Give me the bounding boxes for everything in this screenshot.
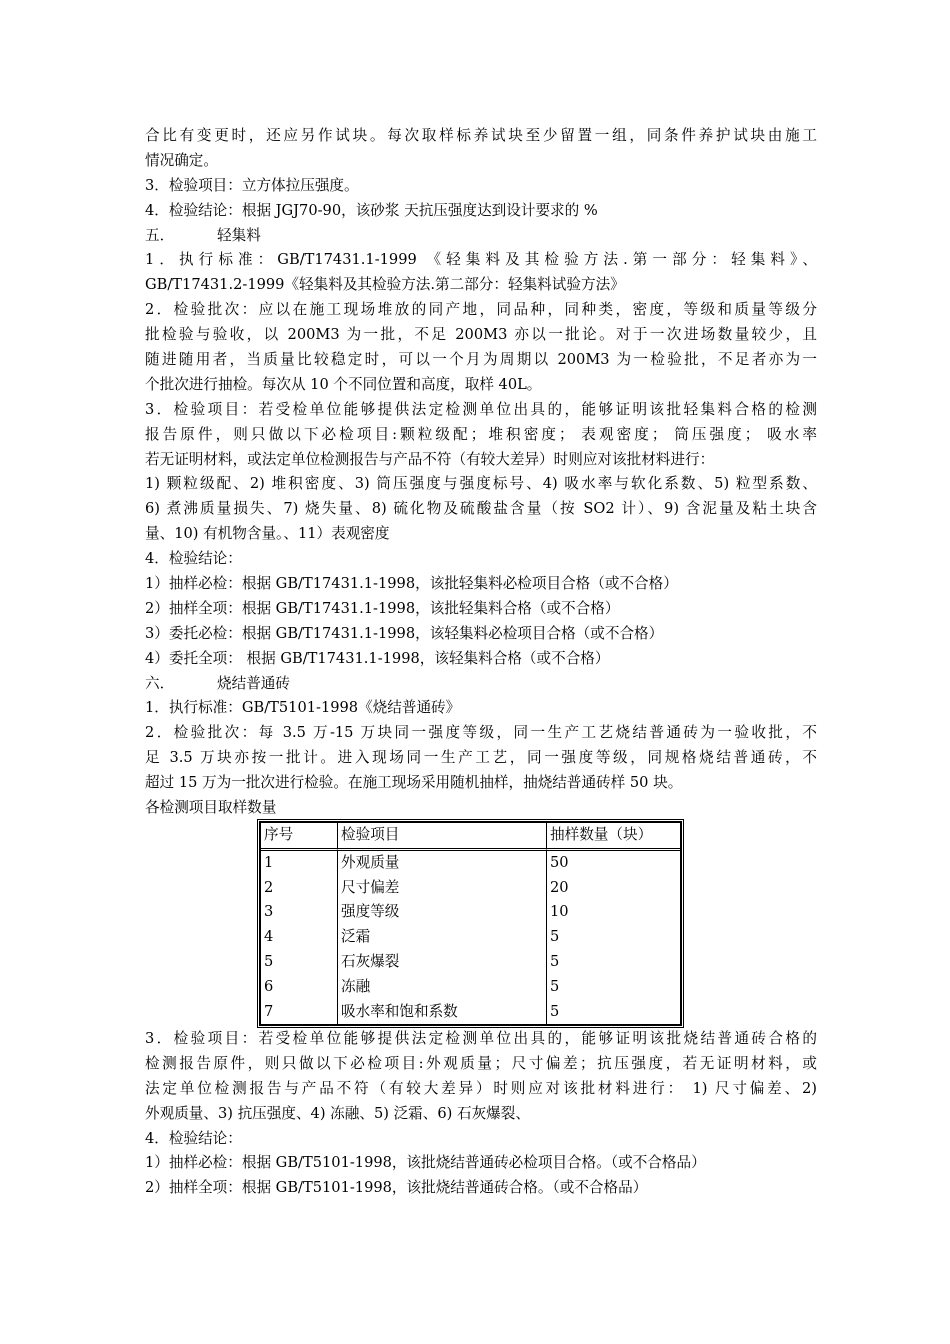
- text-line: 检测报告原件，则只做以下必检项目:外观质量；尺寸偏差；抗压强度，若无证明材料，或: [145, 1054, 817, 1072]
- text-line: 2．检验批次：每 3.5 万-15 万块同一强度等级，同一生产工艺烧结普通砖为一验收批，不: [145, 724, 817, 742]
- sampling-quantity-table: [259, 821, 682, 1026]
- table-cell: 强度等级: [338, 900, 547, 925]
- table-header-cell: 抽样数量（块）: [547, 823, 680, 851]
- table-cell: 5: [550, 1002, 560, 1020]
- text-line: 随进随用者，当质量比较稳定时，可以一个月为周期以 200M3 为一检验批，不足者亦为一: [145, 351, 817, 369]
- table-cell: 20: [550, 878, 569, 896]
- table-cell: 5: [550, 952, 560, 970]
- section-title: 烧结普通砖: [217, 674, 290, 692]
- text-line: 4．检验结论：: [145, 550, 242, 568]
- section-number: 五．: [145, 226, 175, 244]
- table-cell: 外观质量: [338, 851, 547, 876]
- text-line: 1．执行标准：GB/T17431.1-1999 《轻集料及其检验方法.第一部分：轻集料》、: [145, 251, 817, 269]
- table-row: [261, 851, 680, 876]
- table-cell: 1: [261, 851, 338, 876]
- text-line: 1) 颗粒级配、2) 堆积密度、3) 筒压强度与强度标号、4) 吸水率与软化系数、5) 粒型系数、: [145, 475, 817, 493]
- table-cell: 7: [261, 1000, 338, 1025]
- section-title: 轻集料: [217, 226, 261, 244]
- table-cell: 吸水率和饱和系数: [338, 1000, 547, 1025]
- table-header-cell: 检验项目: [338, 823, 547, 851]
- body-text-upper: [145, 124, 817, 821]
- text-line: 1）抽样必检：根据 GB/T5101-1998，该批烧结普通砖必检项目合格。（或不合格品）: [145, 1154, 706, 1172]
- text-line: 4．检验结论：根据 JGJ70-90，该砂浆 天抗压强度达到设计要求的 %: [145, 201, 598, 219]
- table-row: [261, 876, 680, 901]
- text-line: 法定单位检测报告与产品不符（有较大差异）时则应对该批材料进行： 1) 尺寸偏差、2): [145, 1079, 817, 1097]
- text-line: 3．检验项目：立方体拉压强度。: [145, 176, 359, 194]
- text-line: 批检验与验收，以 200M3 为一批，不足 200M3 亦以一批论。对于一次进场数量较少，且: [145, 326, 817, 344]
- text-line: 报告原件，则只做以下必检项目:颗粒级配；堆积密度； 表观密度； 筒压强度； 吸水率: [145, 425, 817, 443]
- text-line: 若无证明材料，或法定单位检测报告与产品不符（有较大差异）时则应对该批材料进行：: [145, 450, 715, 468]
- text-line: 1．执行标准：GB/T5101-1998《烧结普通砖》: [145, 699, 461, 717]
- table-cell: 10: [550, 903, 569, 921]
- text-line: 1）抽样必检：根据 GB/T17431.1-1998，该批轻集料必检项目合格（或不合格）: [145, 575, 678, 593]
- table-cell: 尺寸偏差: [338, 876, 547, 901]
- text-line: 个批次进行抽检。每次从 10 个不同位置和高度，取样 40L。: [145, 375, 542, 393]
- table-cell: 冻融: [338, 975, 547, 1000]
- text-line: 6) 煮沸质量损失、7) 烧失量、8) 硫化物及硫酸盐含量（按 SO2 计）、9) 含泥量及粘土块含: [145, 500, 817, 518]
- table-cell: 5: [550, 928, 560, 946]
- section-heading: [145, 224, 817, 249]
- text-line: 量、10) 有机物含量。、11）表观密度: [145, 525, 390, 543]
- table-cell: 50: [550, 853, 569, 871]
- text-line: 外观质量、3) 抗压强度、4) 冻融、5) 泛霜、6) 石灰爆裂、: [145, 1104, 530, 1122]
- body-text-lower: [145, 1027, 817, 1201]
- text-line: 2．检验批次：应以在施工现场堆放的同产地，同品种，同种类，密度，等级和质量等级分: [145, 301, 817, 319]
- text-line: 足 3.5 万块亦按一批计。进入现场同一生产工艺，同一强度等级，同规格烧结普通砖，不: [145, 749, 817, 767]
- table-row: [261, 950, 680, 975]
- section-number: 六．: [145, 674, 175, 692]
- table-row: [261, 900, 680, 925]
- table-cell: 3: [261, 900, 338, 925]
- text-line: 4．检验结论：: [145, 1129, 242, 1147]
- text-line: 合比有变更时，还应另作试块。每次取样标养试块至少留置一组，同条件养护试块由施工: [145, 127, 817, 144]
- text-line: 各检测项目取样数量: [145, 799, 277, 817]
- table-cell: 2: [261, 876, 338, 901]
- sampling-table-container: [259, 821, 682, 1026]
- table-cell: 5: [550, 977, 560, 995]
- table-cell: 5: [261, 950, 338, 975]
- table-cell: 6: [261, 975, 338, 1000]
- table-header-cell: 序号: [261, 823, 338, 851]
- text-line: 4）委托全项： 根据 GB/T17431.1-1998，该轻集料合格（或不合格）: [145, 649, 610, 667]
- text-line: 3）委托必检：根据 GB/T17431.1-1998，该轻集料必检项目合格（或不合格）: [145, 624, 664, 642]
- text-line: 2）抽样全项：根据 GB/T17431.1-1998，该批轻集料合格（或不合格）: [145, 599, 620, 617]
- section-heading: [145, 672, 817, 697]
- table-row: [261, 1000, 680, 1025]
- table-cell: 4: [261, 925, 338, 950]
- text-line: 3．检验项目：若受检单位能够提供法定检测单位出具的，能够证明该批烧结普通砖合格的: [145, 1030, 817, 1047]
- text-line: 3．检验项目：若受检单位能够提供法定检测单位出具的，能够证明该批轻集料合格的检测: [145, 400, 817, 418]
- table-header-row: [261, 823, 680, 851]
- table-row: [261, 975, 680, 1000]
- text-line: 情况确定。: [145, 151, 218, 169]
- text-line: 超过 15 万为一批次进行检验。在施工现场采用随机抽样，抽烧结普通砖样 50 块。: [145, 774, 683, 792]
- text-line: 2）抽样全项：根据 GB/T5101-1998，该批烧结普通砖合格。（或不合格品）: [145, 1179, 648, 1197]
- table-cell: 石灰爆裂: [338, 950, 547, 975]
- table-cell: 泛霜: [338, 925, 547, 950]
- table-row: [261, 925, 680, 950]
- text-line: GB/T17431.2-1999《轻集料及其检验方法.第二部分：轻集料试验方法》: [145, 276, 625, 294]
